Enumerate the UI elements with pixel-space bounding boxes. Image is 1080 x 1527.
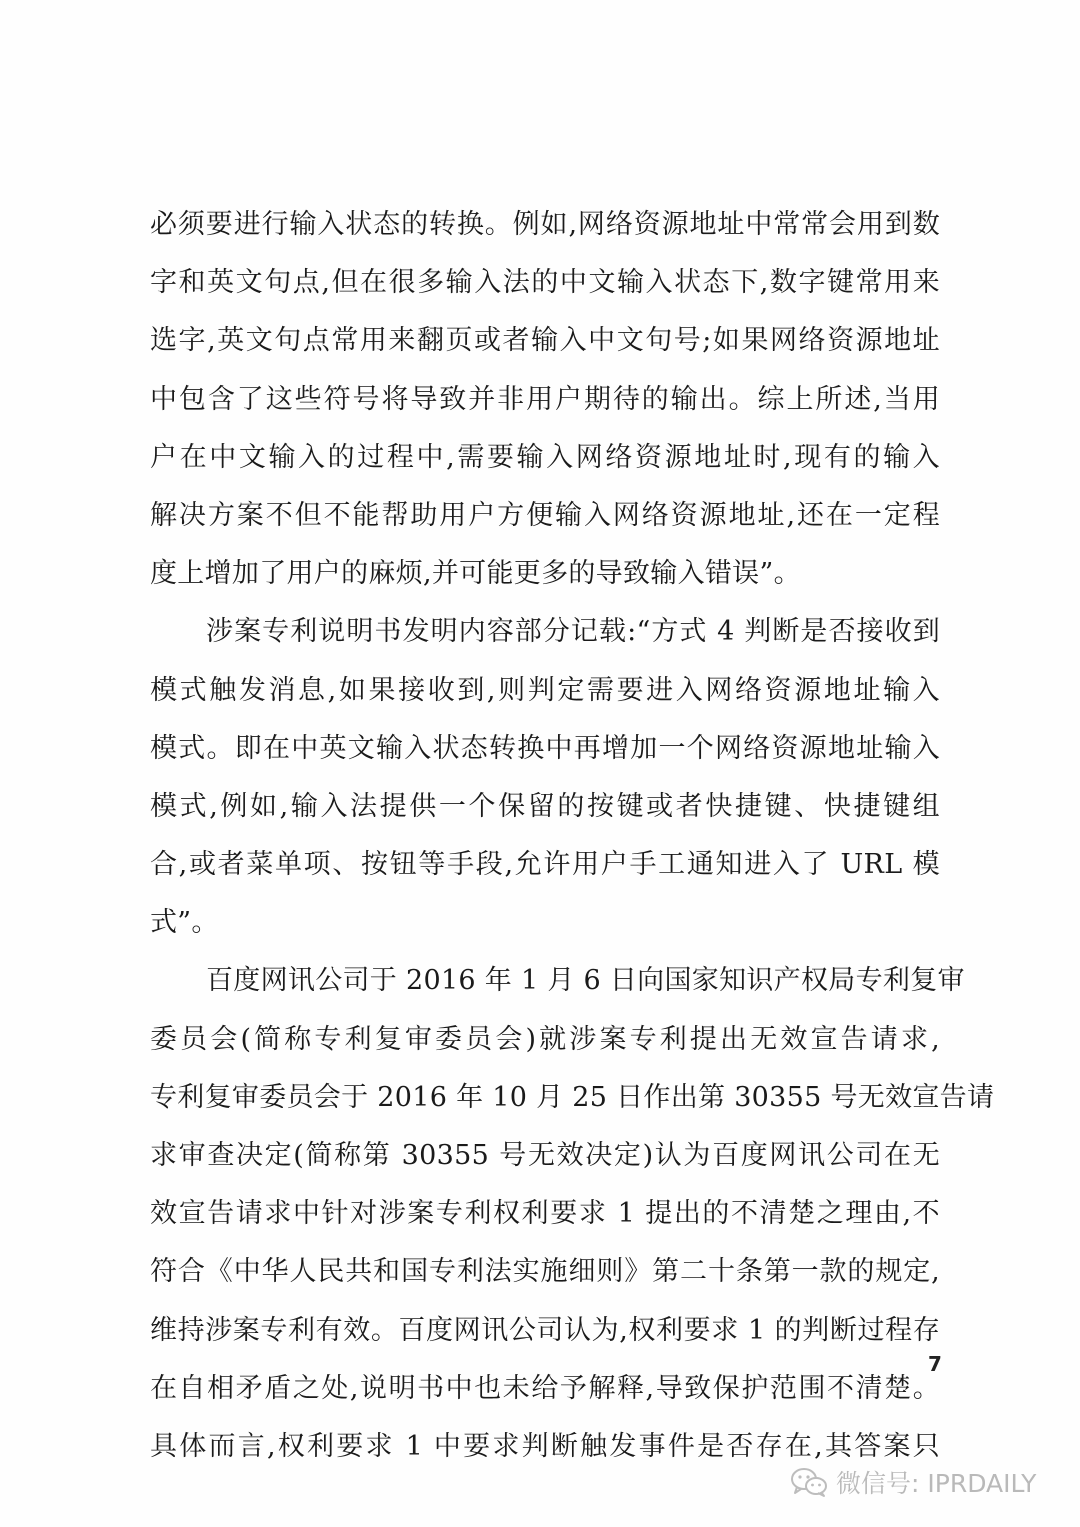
paragraph-continuation [150,196,940,603]
document-body [150,196,995,1476]
text-line: 模式,例如,输入法提供一个保留的按键或者快捷键、快捷键组 [150,790,940,822]
text-line: 式”。 [150,907,219,939]
text-line: 模式触发消息,如果接收到,则判定需要进入网络资源地址输入 [150,674,940,706]
wechat-icon [790,1466,828,1498]
text-line: 解决方案不但不能帮助用户方便输入网络资源地址,还在一定程 [150,499,940,531]
text-line: 求审查决定(简称第 30355 号无效决定)认为百度网讯公司在无 [150,1140,940,1171]
text-line: 涉案专利说明书发明内容部分记载:“方式 4 判断是否接收到 [206,616,940,648]
text-line: 维持涉案专利有效。百度网讯公司认为,权利要求 1 的判断过程存 [150,1314,940,1346]
text-line: 符合《中华人民共和国专利法实施细则》第二十条第一款的规定, [150,1256,940,1288]
text-line: 中包含了这些符号将导致并非用户期待的输出。综上所述,当用 [150,383,940,415]
text-line: 度上增加了用户的麻烦,并可能更多的导致输入错误”。 [150,558,801,590]
text-line: 百度网讯公司于 2016 年 1 月 6 日向国家知识产权局专利复审 [206,965,965,997]
text-line: 字和英文句点,但在很多输入法的中文输入状态下,数字键常用来 [150,267,940,299]
text-line: 专利复审委员会于 2016 年 10 月 25 日作出第 30355 号无效宣告请 [150,1081,995,1113]
text-line: 户在中文输入的过程中,需要输入网络资源地址时,现有的输入 [150,441,940,473]
text-line: 效宣告请求中针对涉案专利权利要求 1 提出的不清楚之理由,不 [150,1198,940,1230]
text-line: 合,或者菜单项、按钮等手段,允许用户手工通知进入了 URL 模 [150,849,940,881]
text-line: 委员会(简称专利复审委员会)就涉案专利提出无效宣告请求, [150,1023,940,1055]
text-line: 模式。即在中英文输入状态转换中再增加一个网络资源地址输入 [150,732,940,764]
text-line: 在自相矛盾之处,说明书中也未给予解释,导致保护范围不清楚。 [150,1372,940,1404]
text-line: 必须要进行输入状态的转换。例如,网络资源地址中常常会用到数 [150,209,940,240]
paragraph-invalidation-request [150,952,995,1476]
text-line: 选字,英文句点常用来翻页或者输入中文句号;如果网络资源地址 [150,325,940,357]
page-number: 7 [928,1352,942,1376]
watermark-text: 微信号: IPRDAILY [836,1469,1037,1498]
text-line: 具体而言,权利要求 1 中要求判断触发事件是否存在,其答案只 [150,1430,940,1462]
wechat-watermark [790,1462,1036,1502]
paragraph-patent-spec [150,603,940,952]
